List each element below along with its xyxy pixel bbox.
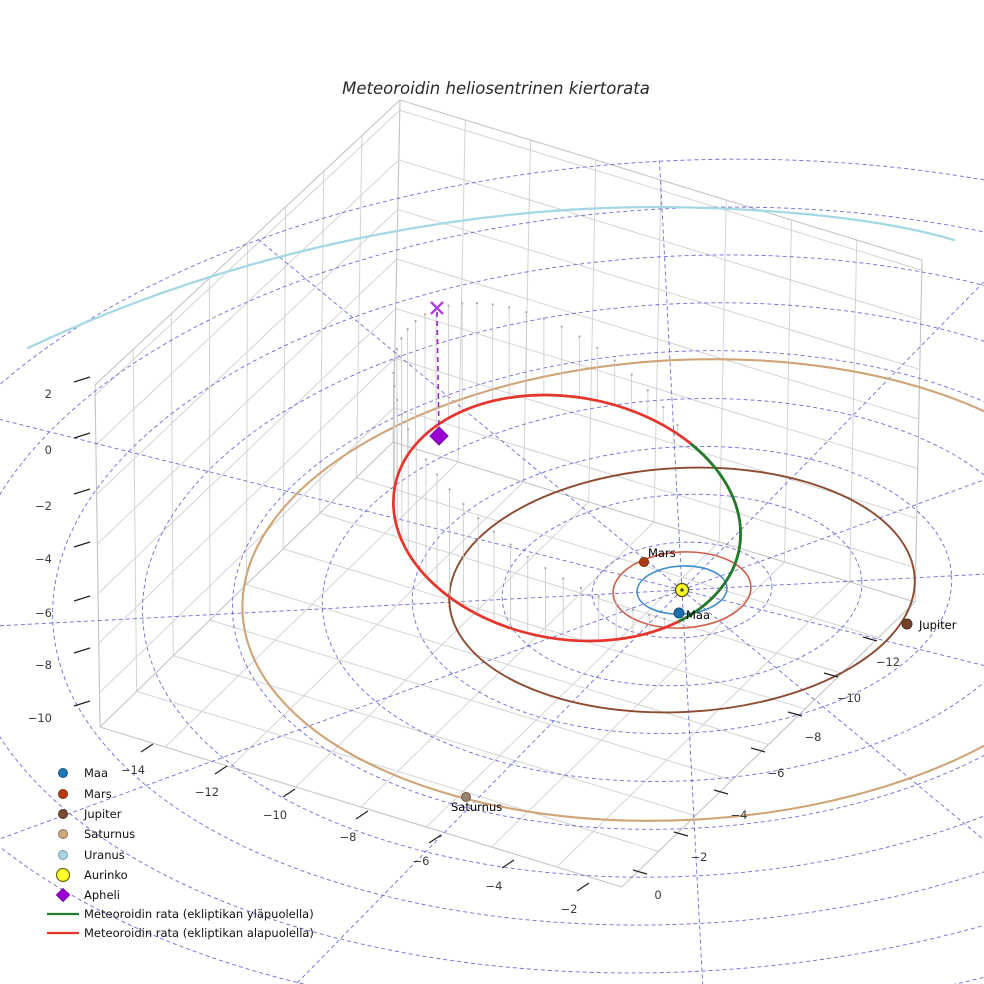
legend-marker-dot xyxy=(59,769,68,778)
saturn-orbit xyxy=(231,337,984,842)
sun-marker-center xyxy=(680,588,684,592)
projection-stem-dot xyxy=(630,374,632,376)
pane-edge xyxy=(95,385,100,727)
projection-stem-dot xyxy=(509,543,511,545)
projection-stem-dot xyxy=(414,320,416,322)
jupiter-label: Jupiter xyxy=(919,618,957,632)
polar-grid-spoke xyxy=(682,590,705,984)
grid-line xyxy=(356,478,878,638)
projection-stem-dot xyxy=(392,372,394,374)
legend-item xyxy=(57,888,120,902)
polar-grid-spoke xyxy=(0,590,682,632)
x-tick-mark xyxy=(502,860,514,868)
z-tick-label: −6 xyxy=(35,606,52,620)
projection-stem-dot xyxy=(561,326,563,328)
projection-stem-dot xyxy=(461,302,463,304)
z-tick-label: 2 xyxy=(44,387,52,401)
pane-edge xyxy=(400,100,922,260)
projection-stem-dot xyxy=(436,473,438,475)
projection-stem-dot xyxy=(447,304,449,306)
projection-stem-dot xyxy=(476,302,478,304)
projection-stem-dot xyxy=(596,347,598,349)
y-tick-label: −10 xyxy=(836,691,862,705)
legend-marker-dot xyxy=(59,830,68,839)
x-tick-mark xyxy=(215,766,227,774)
grid-line xyxy=(173,656,695,816)
legend-marker-dot xyxy=(59,790,68,799)
grid-line xyxy=(137,691,659,851)
y-tick-mark xyxy=(633,870,647,874)
legend-item xyxy=(59,766,109,780)
y-tick-label: −4 xyxy=(730,808,748,822)
x-tick-label: −2 xyxy=(560,902,578,916)
z-tick-label: −10 xyxy=(27,711,52,725)
polar-grid-ring xyxy=(313,381,984,800)
y-tick-label: −12 xyxy=(875,655,901,669)
maa-marker xyxy=(674,608,684,618)
projection-stem-dot xyxy=(477,517,479,519)
polar-grid-ring xyxy=(128,276,984,904)
projection-stem-dot xyxy=(448,488,450,490)
x-tick-label: −14 xyxy=(120,763,146,777)
y-tick-label: −6 xyxy=(767,766,785,780)
legend-marker-dot xyxy=(59,851,68,860)
projection-stem-dot xyxy=(393,385,395,387)
polar-grid-spoke xyxy=(278,590,702,983)
y-tick-label: −2 xyxy=(690,850,708,864)
projection-stem-dot xyxy=(462,503,464,505)
z-tick-mark xyxy=(74,377,90,382)
legend-item-label: Uranus xyxy=(84,848,125,862)
pane-edge xyxy=(622,602,915,887)
mars-label: Mars xyxy=(648,546,676,560)
projection-stem-dot xyxy=(527,556,529,558)
projection-stem-dot xyxy=(614,359,616,361)
polar-grid-ring xyxy=(220,328,984,851)
polar-grid-ring xyxy=(0,119,984,984)
grid-line xyxy=(719,200,726,542)
grid-line xyxy=(589,160,596,502)
projection-stem-dot xyxy=(406,328,408,330)
grid-line xyxy=(283,207,286,549)
polar-grid-spoke xyxy=(659,161,682,590)
axis-ticks xyxy=(28,377,900,916)
legend-item-label: Saturnus xyxy=(84,827,136,841)
legend-item xyxy=(59,848,125,862)
meteoroid-orbit-below xyxy=(374,368,761,667)
grid-line xyxy=(283,549,805,709)
projection-stem-dot xyxy=(425,458,427,460)
projection-stem-dot xyxy=(407,428,409,430)
grid-line xyxy=(209,278,210,620)
legend-marker-dot xyxy=(59,810,68,819)
legend xyxy=(47,766,314,940)
projection-stem-dot xyxy=(562,577,564,579)
projection-stem-dot xyxy=(508,306,510,308)
maa-label: Maa xyxy=(686,608,711,622)
legend-item xyxy=(59,787,112,801)
projection-stem-dot xyxy=(396,348,398,350)
legend-item-label: Jupiter xyxy=(84,807,122,821)
z-tick-mark xyxy=(74,489,90,494)
x-tick-mark xyxy=(283,789,295,797)
grid-line xyxy=(785,220,792,562)
polar-grid-spoke xyxy=(682,548,984,590)
projection-stem-dot xyxy=(493,531,495,533)
x-tick-label: −4 xyxy=(485,879,503,893)
z-tick-label: −2 xyxy=(35,499,52,513)
projection-stem-dot xyxy=(632,609,634,611)
grid-line xyxy=(654,180,661,522)
projection-stem-dot xyxy=(580,587,582,589)
ecliptic-polar-grid xyxy=(0,119,984,984)
aphelion-projection-line xyxy=(437,312,439,434)
planet-orbits xyxy=(28,207,984,843)
projection-stem-dot xyxy=(578,335,580,337)
projection-stem-dot xyxy=(393,359,395,361)
meteoroid-orbit xyxy=(374,368,761,667)
z-tick-mark xyxy=(74,542,90,547)
grid-line xyxy=(171,314,173,656)
grid-line xyxy=(210,620,732,780)
z-tick-label: −8 xyxy=(35,658,52,672)
legend-item-label: Maa xyxy=(84,766,109,780)
legend-item xyxy=(47,926,314,940)
x-tick-label: −8 xyxy=(339,830,357,844)
grid-line xyxy=(133,349,137,691)
axes-pane-grid xyxy=(95,100,922,887)
legend-item xyxy=(59,827,136,841)
legend-item-label: Apheli xyxy=(84,888,120,902)
x-tick-mark xyxy=(356,811,368,819)
legend-item xyxy=(59,807,122,821)
legend-marker-diamond xyxy=(57,889,70,902)
projection-stem-dot xyxy=(648,614,650,616)
plot-title: Meteoroidin heliosentrinen kiertorata xyxy=(342,79,650,98)
grid-line xyxy=(247,243,248,585)
projection-stem-dot xyxy=(676,424,678,426)
pane-edge xyxy=(393,442,915,602)
grid-line xyxy=(850,240,857,582)
legend-marker-sun xyxy=(57,869,70,882)
projection-stem-dot xyxy=(424,313,426,315)
legend-item-label: Meteoroidin rata (ekliptikan alapuolella) xyxy=(84,926,314,940)
projection-stem-dot xyxy=(401,413,403,415)
projection-stem-dot xyxy=(543,317,545,319)
x-tick-label: −6 xyxy=(412,854,430,868)
z-tick-mark xyxy=(74,433,90,438)
z-tick-label: 0 xyxy=(44,443,52,457)
celestial-bodies xyxy=(451,546,957,814)
saturnus-label: Saturnus xyxy=(451,800,503,814)
x-tick-label: −10 xyxy=(262,808,288,822)
z-tick-mark xyxy=(74,648,90,653)
x-tick-mark xyxy=(141,744,153,752)
projection-stem-dot xyxy=(491,303,493,305)
y-tick-label: −8 xyxy=(804,730,822,744)
z-tick-mark xyxy=(74,596,90,601)
projection-stem-dot xyxy=(663,618,665,620)
projection-stem-dot xyxy=(525,311,527,313)
grid-line xyxy=(356,136,362,478)
x-tick-label: −12 xyxy=(194,785,220,799)
legend-item xyxy=(47,907,314,921)
y-tick-mark xyxy=(863,637,877,641)
grid-line xyxy=(524,140,531,482)
projection-stem-dot xyxy=(544,567,546,569)
z-tick-label: −4 xyxy=(35,552,52,566)
pane-edge xyxy=(915,260,922,602)
projection-stem-dot xyxy=(598,595,600,597)
projection-stem-dot xyxy=(396,399,398,401)
jupiter-marker xyxy=(902,619,912,629)
legend-item-label: Aurinko xyxy=(84,868,128,882)
x-tick-mark xyxy=(577,883,589,891)
y-tick-label: 0 xyxy=(654,888,662,902)
projection-stem-dot xyxy=(662,406,664,408)
pane-edge xyxy=(100,727,622,887)
projection-stem-dot xyxy=(400,337,402,339)
projection-stem-dot xyxy=(615,602,617,604)
legend-item-label: Mars xyxy=(84,787,112,801)
legend-item xyxy=(57,868,128,882)
legend-item-label: Meteoroidin rata (ekliptikan yläpuolella) xyxy=(84,907,314,921)
polar-grid-spoke xyxy=(0,590,693,841)
projection-stem-dot xyxy=(647,389,649,391)
